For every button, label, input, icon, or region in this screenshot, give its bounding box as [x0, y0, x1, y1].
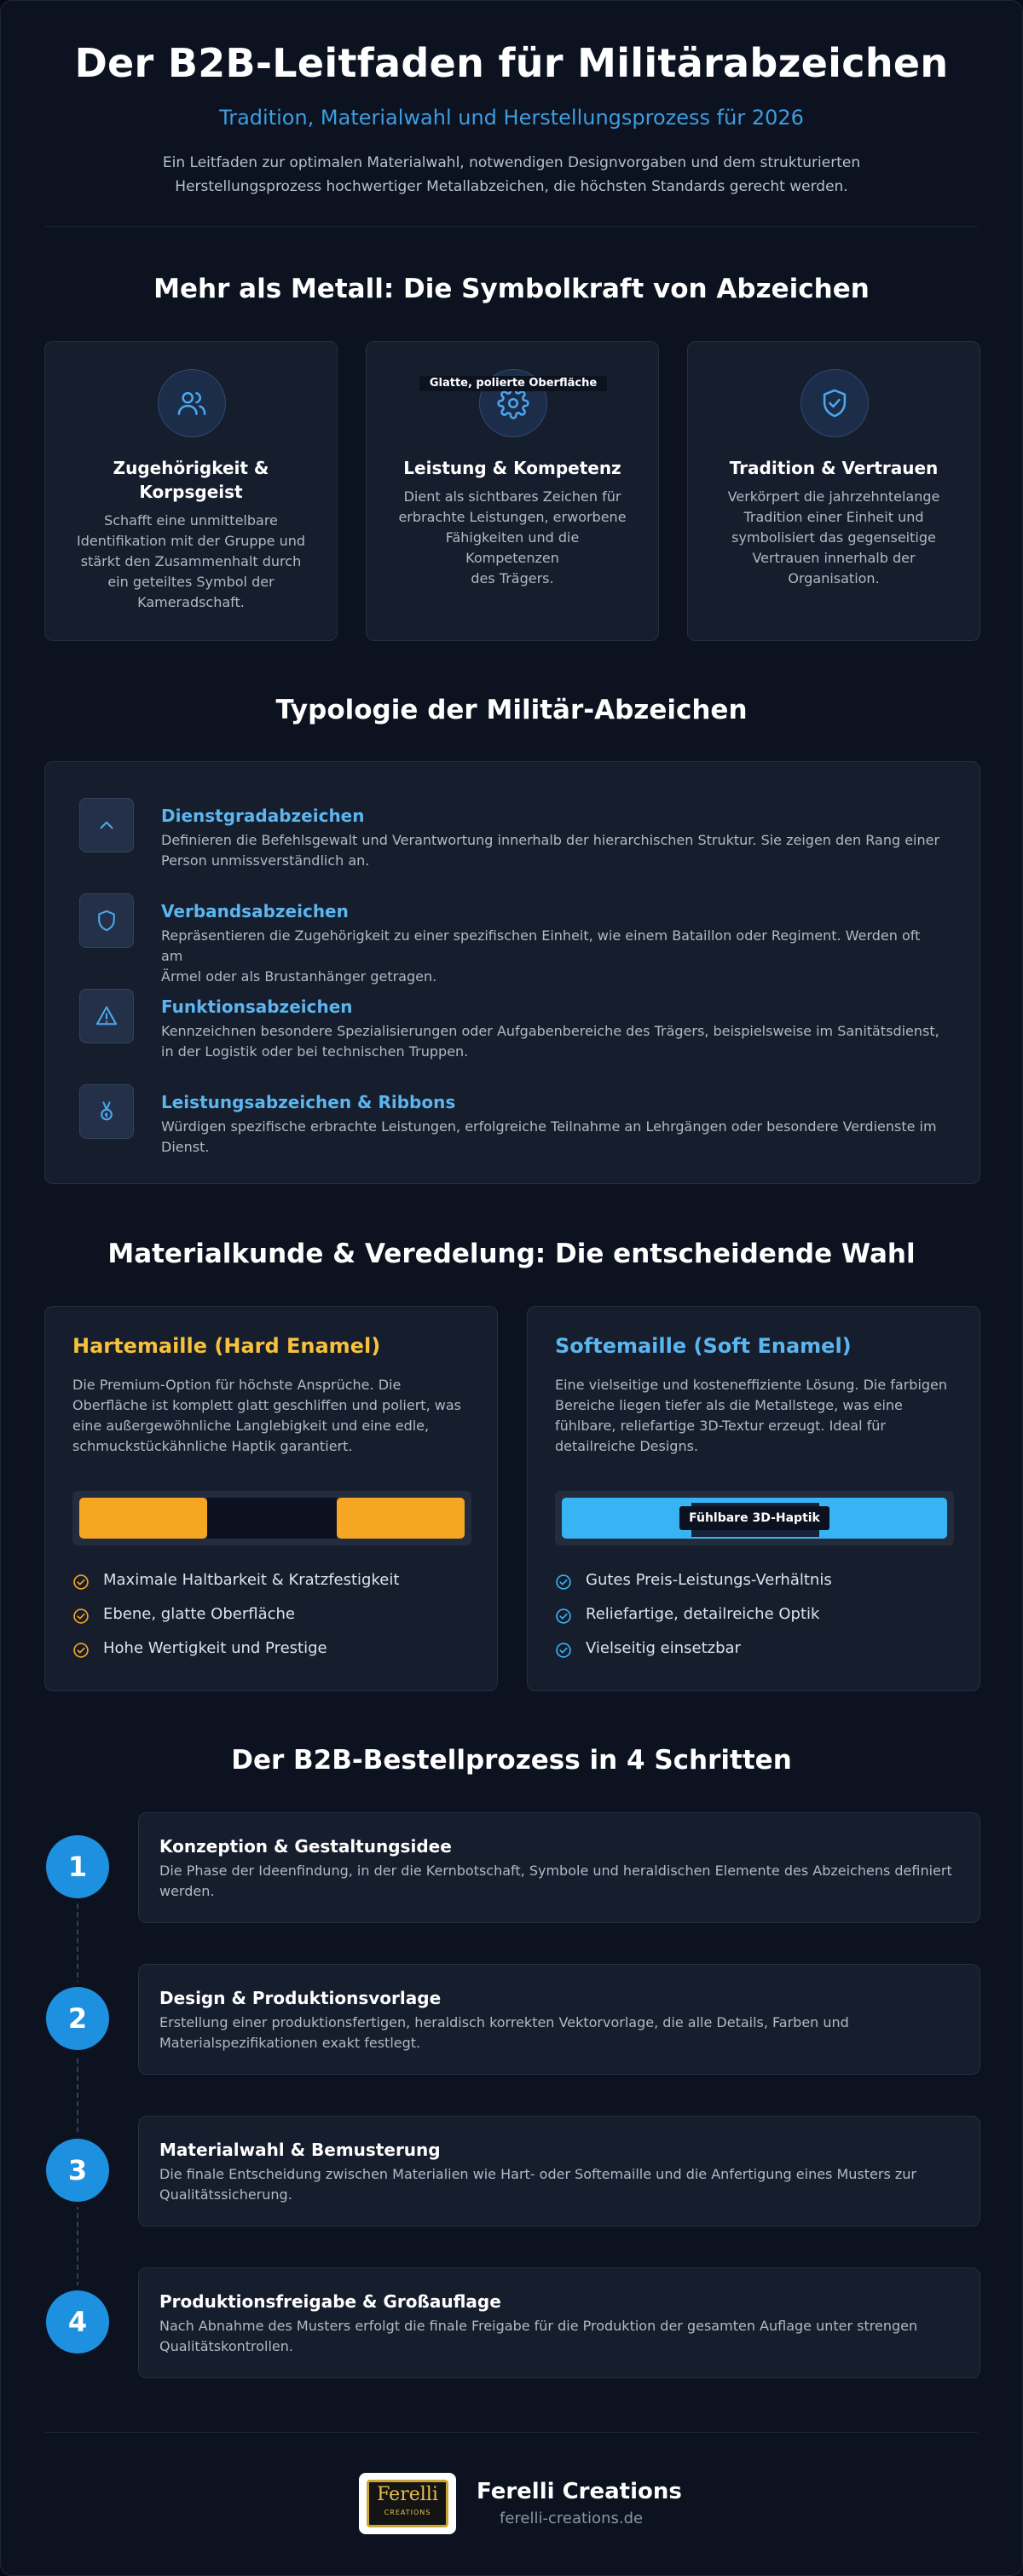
list-item [79, 893, 945, 985]
intro-text [128, 151, 895, 199]
soft-enamel-card [527, 1306, 980, 1691]
text-line: Qualitätssicherung. [159, 2186, 292, 2203]
logo-wordmark: Ferelli [377, 2484, 438, 2505]
symbol-card-title-line: Korpsgeist [139, 482, 243, 502]
step-number: 2 [46, 1987, 109, 2050]
text-line: Fähigkeiten und die Kompetenzen [445, 529, 580, 566]
text-line: ein geteiltes Symbol der [107, 574, 275, 590]
soft-enamel-features [555, 1571, 832, 1673]
chevron-up-icon [79, 798, 134, 852]
step-text [159, 2316, 959, 2357]
metal-segment [207, 1498, 337, 1539]
text-line: des Trägers. [471, 570, 554, 586]
step-number: 4 [46, 2290, 109, 2354]
symbol-card [44, 341, 338, 641]
feature-label: Vielseitig einsetzbar [586, 1639, 741, 1657]
text-line: Ärmel oder als Brustanhänger getragen. [161, 968, 437, 985]
text-line: Identifikation mit der Gruppe und [76, 533, 306, 549]
step-number: 1 [46, 1835, 109, 1898]
shield-icon [79, 893, 134, 948]
enamel-segment [79, 1498, 207, 1539]
symbol-card-title: Tradition & Vertrauen [729, 458, 939, 478]
check-circle-icon [72, 1608, 90, 1625]
soft-enamel-bar-label: Fühlbare 3D-Haptik [679, 1506, 829, 1530]
check-circle-icon [555, 1574, 572, 1591]
list-item [79, 798, 945, 875]
text-line: Die finale Entscheidung zwischen Materialien wie Hart- oder Softemaille und die Anfertigung eines Musters zur [159, 2166, 916, 2182]
tooltip: Glatte, polierte Oberfläche [419, 376, 607, 391]
symbol-card-text [76, 511, 306, 613]
text-line: Kameradschaft. [137, 594, 245, 610]
check-circle-icon [72, 1642, 90, 1659]
text-line: Definieren die Befehlsgewalt und Verantwortung innerhalb der hierarchischen Struktur. Sie zeigen den Rang einer [161, 832, 940, 848]
feature-item [72, 1605, 399, 1639]
soft-enamel-title: Softemaille (Soft Enamel) [555, 1334, 852, 1358]
text-line: Erstellung einer produktionsfertigen, heraldisch korrekten Vektorvorlage, die alle Details, Farben und [159, 2014, 849, 2030]
feature-item [72, 1571, 399, 1605]
text-line: schmuckstückähnliche Haptik garantiert. [72, 1438, 353, 1454]
text-line: in der Logistik oder bei technischen Truppen. [161, 1043, 469, 1060]
text-line: Dienst. [161, 1139, 210, 1155]
text-line: Schafft eine unmittelbare [104, 512, 278, 528]
text-line: Materialspezifikationen exakt festlegt. [159, 2035, 421, 2051]
soft-enamel-surface-illustration [555, 1491, 954, 1545]
symbol-card-title: Leistung & Kompetenz [403, 458, 621, 478]
section-title-process: Der B2B-Bestellprozess in 4 Schritten [231, 1745, 792, 1776]
text-line: Oberfläche ist komplett glatt geschliffen und poliert, was [72, 1397, 461, 1413]
text-line: Vertrauen innerhalb der [752, 550, 916, 566]
text-line: Die Premium-Option für höchste Ansprüche. Die [72, 1377, 402, 1393]
divider [45, 226, 978, 227]
list-item-title: Funktionsabzeichen [161, 996, 353, 1017]
page-title: Der B2B-Leitfaden für Militärabzeichen [74, 40, 949, 86]
list-item-title: Leistungsabzeichen & Ribbons [161, 1092, 456, 1112]
hard-enamel-surface-illustration [72, 1491, 471, 1545]
feature-item [555, 1605, 832, 1639]
feature-item [555, 1639, 832, 1673]
list-item-title: Verbandsabzeichen [161, 901, 349, 921]
enamel-segment [337, 1498, 465, 1539]
text-line: Würdigen spezifische erbrachte Leistungen, erfolgreiche Teilnahme an Lehrgängen oder besondere Verdienste im [161, 1118, 937, 1135]
brand-logo[interactable] [359, 2473, 456, 2534]
text-line: symbolisiert das gegenseitige [731, 529, 936, 546]
text-line: Person unmissverständlich an. [161, 852, 370, 869]
list-item-title: Dienstgradabzeichen [161, 806, 365, 826]
brand-url-link[interactable]: ferelli-creations.de [500, 2510, 644, 2527]
list-item [79, 1084, 945, 1161]
text-line: eine außergewöhnliche Langlebigkeit und eine edle, [72, 1418, 430, 1434]
text-line: fühlbare, reliefartige 3D-Textur erzeugt. Ideal für [555, 1418, 886, 1434]
brand-name: Ferelli Creations [477, 2479, 682, 2504]
check-circle-icon [555, 1608, 572, 1625]
divider [45, 2432, 978, 2433]
section-title-materials: Materialkunde & Veredelung: Die entscheidende Wahl [107, 1239, 916, 1269]
step-number: 3 [46, 2139, 109, 2202]
text-line: Dient als sichtbares Zeichen für [403, 488, 621, 505]
shield-check-icon [800, 369, 869, 437]
text-line: Qualitätskontrollen. [159, 2338, 293, 2354]
section-title-symbolism: Mehr als Metall: Die Symbolkraft von Abzeichen [153, 274, 870, 304]
typology-list [44, 761, 980, 1184]
medal-icon [79, 1084, 134, 1139]
hard-enamel-features [72, 1571, 399, 1673]
feature-label: Ebene, glatte Oberfläche [103, 1605, 295, 1623]
process-step-card [138, 2116, 980, 2227]
intro-line: Ein Leitfaden zur optimalen Materialwahl, notwendigen Designvorgaben und dem strukturierten [162, 154, 861, 171]
text-line: Nach Abnahme des Musters erfolgt die finale Freigabe für die Produktion der gesamten Auflage unter strengen [159, 2318, 918, 2334]
page-header [1, 1, 1022, 199]
text-line: Repräsentieren die Zugehörigkeit zu einer spezifischen Einheit, wie einem Bataillon oder Regiment. Werden oft am [161, 927, 921, 964]
step-text [159, 1861, 959, 1902]
step-title: Produktionsfreigabe & Großauflage [159, 2291, 501, 2312]
process-step-card [138, 1964, 980, 2075]
text-line: werden. [159, 1883, 215, 1899]
list-item-text [161, 1021, 945, 1062]
list-item-text [161, 926, 945, 987]
warning-triangle-icon [79, 989, 134, 1043]
logo-subtext: CREATIONS [384, 2509, 431, 2516]
text-line: erbrachte Leistungen, erworbene [398, 509, 627, 525]
process-timeline-line [77, 1886, 78, 2296]
process-step-card [138, 1812, 980, 1923]
step-title: Design & Produktionsvorlage [159, 1988, 442, 2008]
feature-item [555, 1571, 832, 1605]
section-title-typology: Typologie der Militär-Abzeichen [275, 695, 748, 725]
check-circle-icon [72, 1574, 90, 1591]
list-item [79, 989, 945, 1066]
text-line: Bereiche liegen tiefer als die Metallstege, was eine [555, 1397, 903, 1413]
symbol-card-text [719, 487, 949, 589]
feature-label: Gutes Preis-Leistungs-Verhältnis [586, 1571, 832, 1589]
hard-enamel-card [44, 1306, 498, 1691]
symbol-card [687, 341, 980, 641]
feature-item [72, 1639, 399, 1673]
symbol-card-title-line: Zugehörigkeit & [113, 458, 269, 478]
intro-line: Herstellungsprozess hochwertiger Metallabzeichen, die höchsten Standards gerecht werden. [175, 178, 848, 195]
text-line: detailreiche Designs. [555, 1438, 699, 1454]
symbol-card [366, 341, 659, 641]
step-text [159, 2164, 959, 2205]
step-title: Konzeption & Gestaltungsidee [159, 1836, 452, 1857]
text-line: Verkörpert die jahrzehntelange [727, 488, 940, 505]
feature-label: Hohe Wertigkeit und Prestige [103, 1639, 327, 1657]
text-line: Die Phase der Ideenfindung, in der die Kernbotschaft, Symbole und heraldischen Elemente des Abzeichens definiert [159, 1863, 952, 1879]
symbolism-cards [44, 341, 980, 641]
text-line: Tradition einer Einheit und [743, 509, 924, 525]
text-line: stärkt den Zusammenhalt durch [80, 553, 302, 569]
text-line: Eine vielseitige und kosteneffiziente Lösung. Die farbigen [555, 1377, 948, 1393]
page-subtitle: Tradition, Materialwahl und Herstellungsprozess für 2026 [219, 106, 804, 130]
text-line: Organisation. [788, 570, 880, 586]
step-title: Materialwahl & Bemusterung [159, 2140, 441, 2160]
hard-enamel-title: Hartemaille (Hard Enamel) [72, 1334, 381, 1358]
symbol-card-text [397, 487, 627, 589]
soft-enamel-text [555, 1375, 952, 1457]
step-text [159, 2013, 959, 2053]
check-circle-icon [555, 1642, 572, 1659]
list-item-text [161, 830, 945, 871]
logo-badge [367, 2480, 448, 2527]
feature-label: Reliefartige, detailreiche Optik [586, 1605, 820, 1623]
hard-enamel-text [72, 1375, 470, 1457]
list-item-text [161, 1117, 945, 1158]
symbol-card-title [62, 456, 320, 504]
users-icon [158, 369, 226, 437]
feature-label: Maximale Haltbarkeit & Kratzfestigkeit [103, 1571, 400, 1589]
text-line: Kennzeichnen besondere Spezialisierungen oder Aufgabenbereiche des Trägers, beispielsweise im Sanitätsdienst, [161, 1023, 939, 1039]
process-step-card [138, 2267, 980, 2378]
